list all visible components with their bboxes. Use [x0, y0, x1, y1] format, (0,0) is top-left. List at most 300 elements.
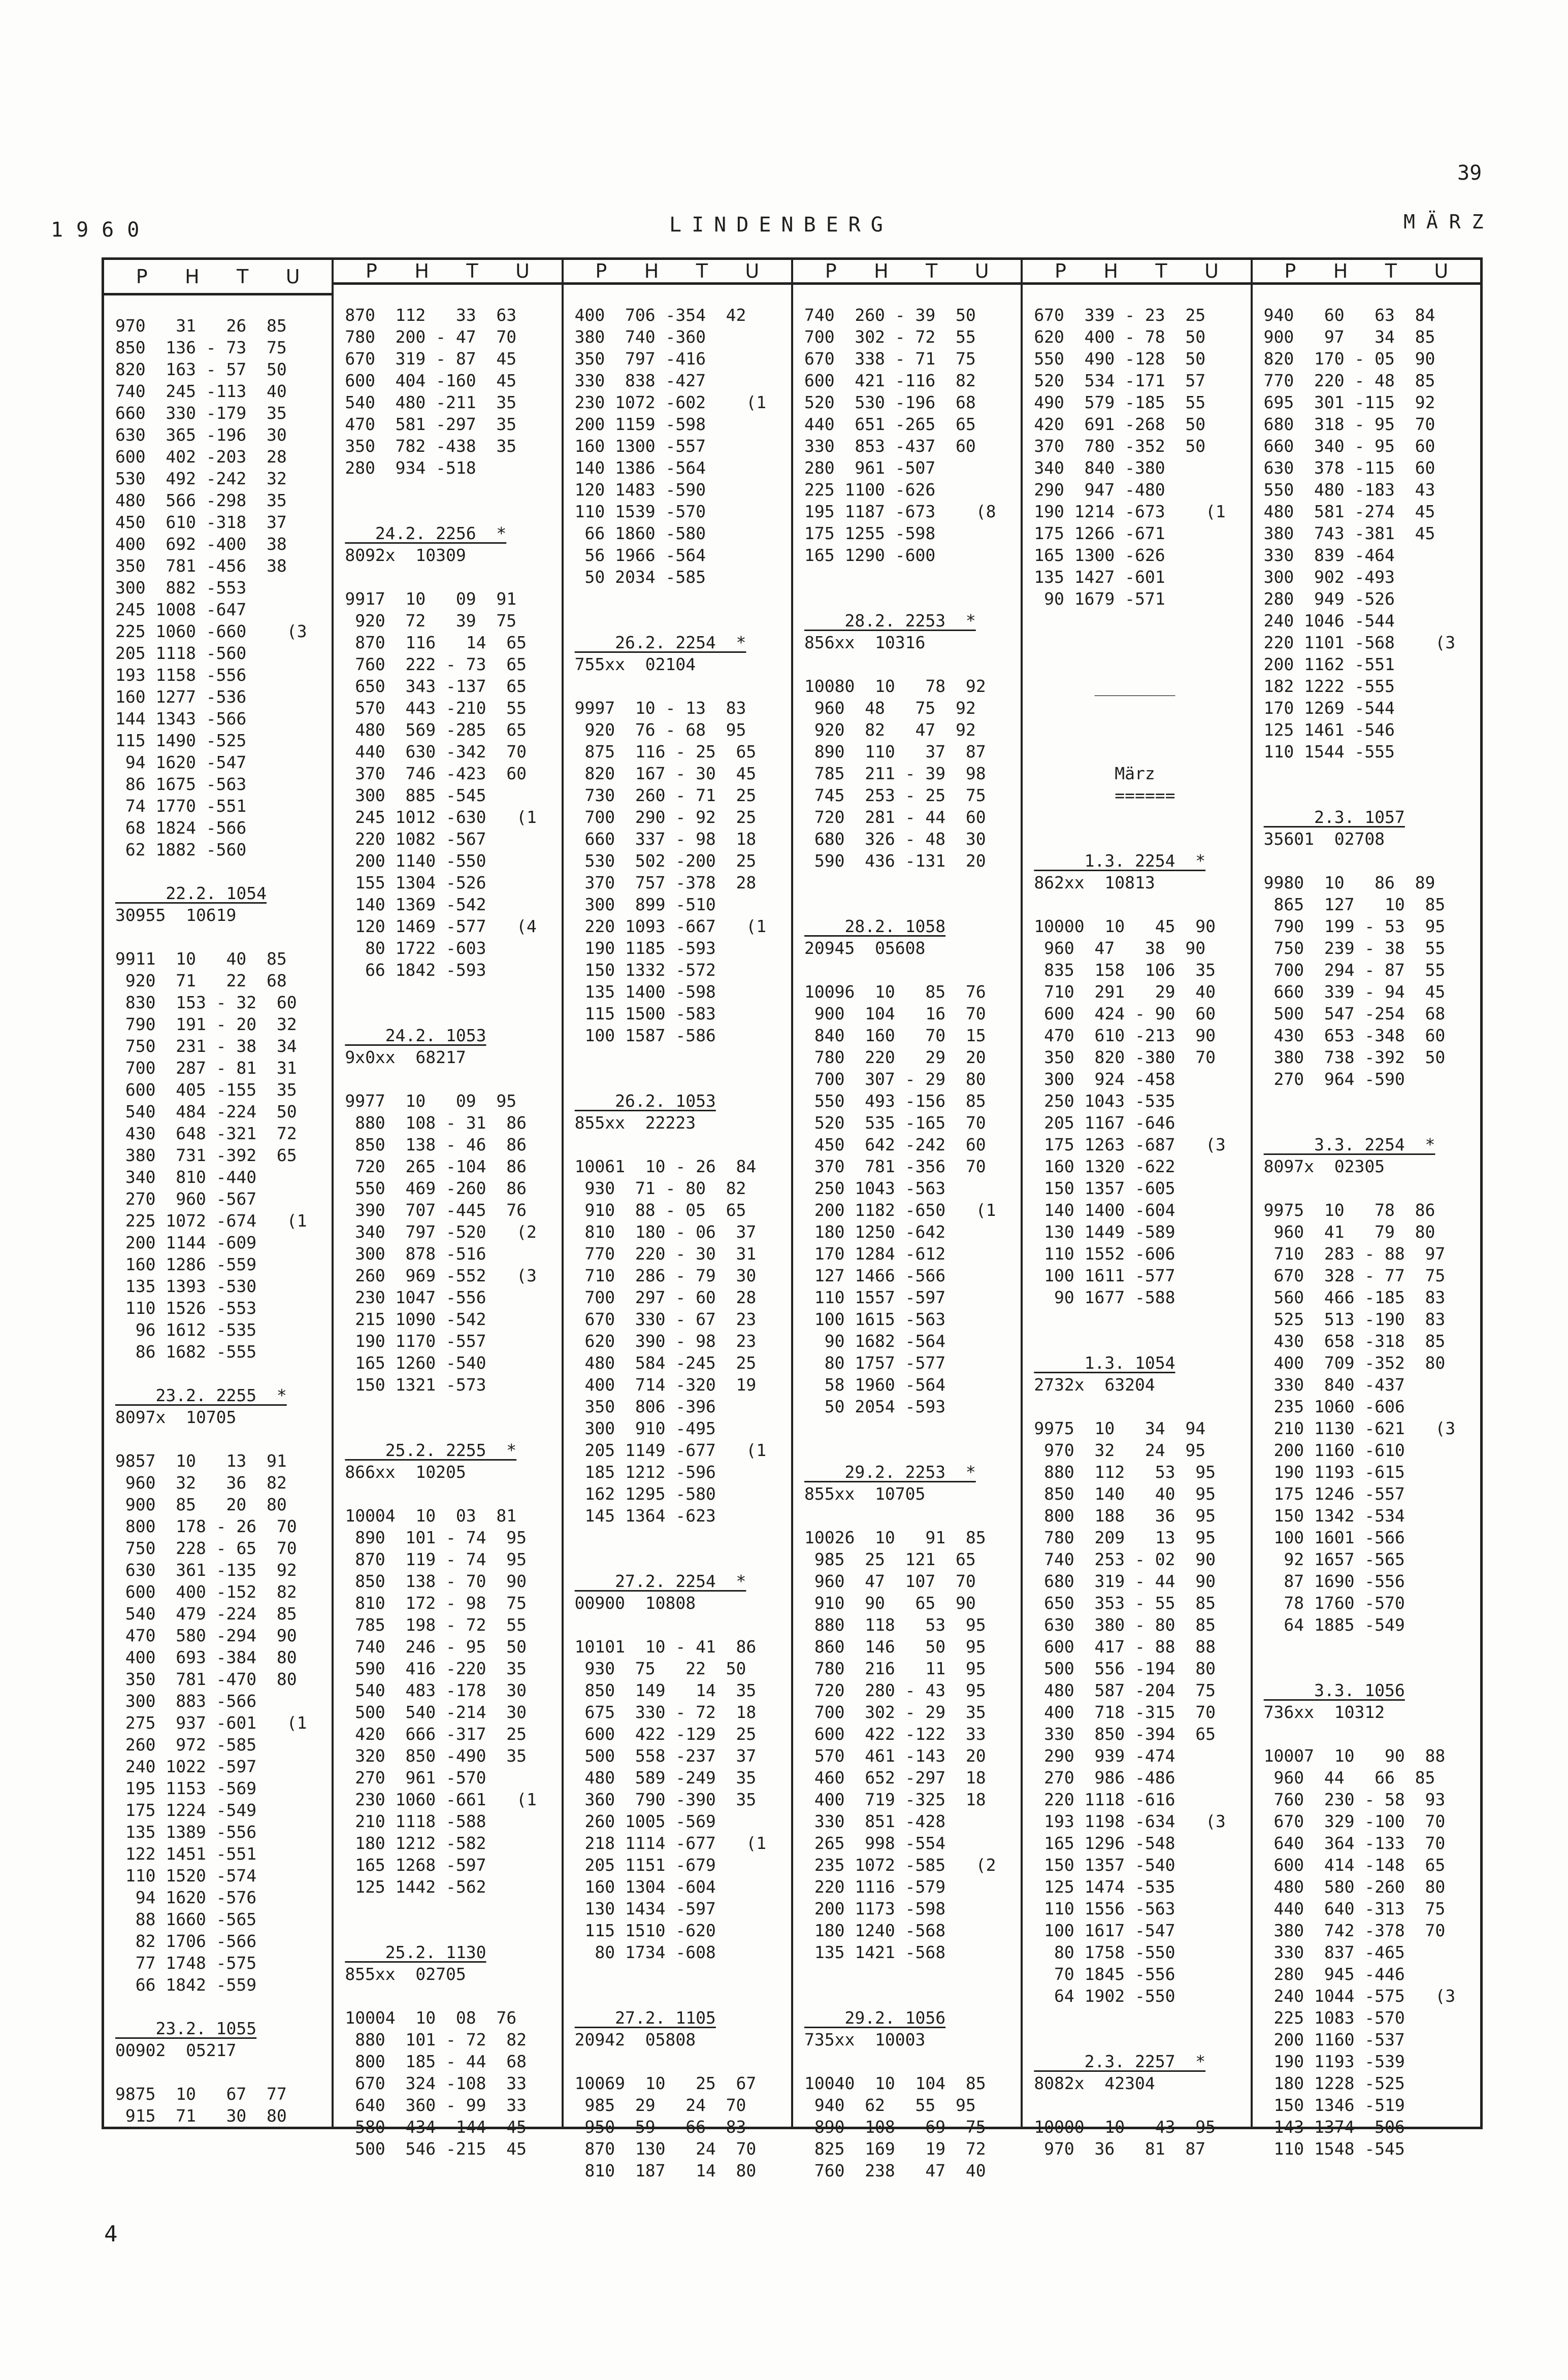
table-row: 96 1612 -535	[115, 1320, 257, 1340]
table-row: 10061 10 - 26 84	[574, 1156, 757, 1176]
table-row: 190 1193 -615	[1263, 1462, 1405, 1482]
table-row: 190 1214 -673 (1	[1034, 502, 1226, 521]
table-row: 145 1364 -623	[574, 1506, 716, 1526]
table-row: 675 330 - 72 18	[574, 1702, 757, 1722]
table-row: 150 1346 -519	[1263, 2095, 1405, 2115]
table-row: 600 424 - 90 60	[1034, 1004, 1216, 1023]
table-row: 430 648 -321 72	[115, 1123, 297, 1143]
table-row: 370 780 -352 50	[1034, 436, 1206, 456]
table-row: 135 1427 -601	[1034, 567, 1165, 587]
table-row: 810 180 - 06 37	[574, 1222, 757, 1242]
table-row: 430 658 -318 85	[1263, 1331, 1446, 1351]
table-row: 960 32 36 82	[115, 1473, 287, 1493]
table-row: 125 1474 -535	[1034, 1877, 1175, 1897]
table-row: 250 1043 -563	[804, 1178, 946, 1198]
table-row: 90 1682 -564	[804, 1331, 946, 1351]
table-row: 695 301 -115 92	[1263, 392, 1435, 412]
sounding-heading: 25.2. 2255 *	[345, 1440, 517, 1460]
table-row: 590 416 -220 35	[345, 1659, 527, 1678]
table-row: 760 230 - 58 93	[1263, 1790, 1446, 1809]
table-row: 660 337 - 98 18	[574, 829, 757, 849]
table-row	[115, 926, 332, 948]
table-row: 985 29 24 70	[574, 2095, 746, 2115]
table-row: 630 365 -196 30	[115, 425, 287, 445]
table-row: 920 72 39 75	[345, 611, 517, 631]
table-row: 680 326 - 48 30	[804, 829, 986, 849]
table-row	[345, 566, 561, 588]
table-row: 820 170 - 05 90	[1263, 349, 1435, 369]
table-row: 820 163 - 57 50	[115, 359, 287, 379]
table-row: 400 718 -315 70	[1034, 1702, 1216, 1722]
table-row	[115, 1428, 332, 1450]
table-row: 530 502 -200 25	[574, 851, 757, 871]
table-row: 20942 05808	[574, 2030, 696, 2050]
table-row: 195 1187 -673 (8	[804, 502, 996, 521]
column-header-label: H	[874, 260, 889, 282]
table-row: 00900 10808	[574, 1593, 696, 1613]
table-row: 240 1044 -575 (3	[1263, 1986, 1456, 2006]
column-body	[1253, 285, 1480, 2160]
sounding-heading: 27.2. 1105	[574, 2008, 716, 2028]
table-row: 170 1284 -612	[804, 1244, 946, 1264]
table-row: 890 108 69 75	[804, 2117, 986, 2137]
table-row: 770 220 - 30 31	[574, 1244, 757, 1264]
table-row: 710 283 - 88 97	[1263, 1244, 1446, 1264]
table-row: 735xx 10003	[804, 2030, 926, 2050]
table-row: 400 706 -354 42	[574, 305, 746, 325]
table-row	[575, 1985, 791, 2007]
table-row	[1034, 1330, 1250, 1352]
table-row	[345, 479, 561, 501]
table-row: 680 318 - 95 70	[1263, 414, 1435, 434]
table-row: 230 1047 -556	[345, 1287, 486, 1307]
table-row: 540 479 -224 85	[115, 1604, 297, 1624]
table-row: 8097x 10705	[115, 1407, 237, 1427]
table-row: 460 652 -297 18	[804, 1768, 986, 1788]
sounding-heading: 1.3. 2254 *	[1034, 851, 1206, 871]
table-row: 920 82 47 92	[804, 720, 976, 740]
table-row: 162 1295 -580	[574, 1484, 716, 1504]
table-row: 64 1902 -550	[1034, 1986, 1175, 2006]
table-row: 785 211 - 39 98	[804, 764, 986, 783]
table-row: 740 260 - 39 50	[804, 305, 976, 325]
table-row: 400 719 -325 18	[804, 1790, 986, 1809]
table-row: 720 265 -104 86	[345, 1156, 527, 1176]
table-row	[1034, 697, 1250, 719]
table-row: 550 493 -156 85	[804, 1091, 986, 1111]
table-row: 540 483 -178 30	[345, 1680, 527, 1700]
table-row: 270 986 -486	[1034, 1768, 1175, 1788]
table-row: 90 1679 -571	[1034, 589, 1165, 609]
table-row: 70 1845 -556	[1034, 1964, 1175, 1984]
table-row: 182 1222 -555	[1263, 676, 1395, 696]
table-row: 300 878 -516	[345, 1244, 486, 1264]
table-row: 500 540 -214 30	[345, 1702, 527, 1722]
table-row	[1034, 2029, 1250, 2051]
table-row: 340 797 -520 (2	[345, 1222, 537, 1242]
table-row: 68 1824 -566	[115, 818, 247, 838]
table-row: 770 220 - 48 85	[1263, 371, 1435, 390]
table-row: 300 924 -458	[1034, 1069, 1175, 1089]
table-row: 200 1144 -609	[115, 1233, 257, 1252]
table-row: ======	[1034, 785, 1175, 805]
table-row: 850 138 - 70 90	[345, 1571, 527, 1591]
table-column	[104, 260, 332, 2127]
table-row: 380 738 -392 50	[1263, 1047, 1446, 1067]
column-header-label: T	[696, 260, 708, 282]
table-row: 400 709 -352 80	[1263, 1353, 1446, 1373]
table-row: 800 178 - 26 70	[115, 1516, 297, 1536]
sounding-heading: 24.2. 2256 *	[345, 523, 507, 543]
table-row: 10026 10 91 85	[804, 1528, 986, 1547]
table-row	[575, 2051, 791, 2072]
table-row: 550 480 -183 43	[1263, 480, 1435, 500]
table-row: 8097x 02305	[1263, 1156, 1385, 1176]
table-row	[1034, 2007, 1250, 2029]
table-row	[575, 1614, 791, 1636]
table-row: 670 324 -108 33	[345, 2073, 527, 2093]
table-row: 00902 05217	[115, 2040, 237, 2060]
column-header-label: U	[974, 260, 989, 282]
table-row	[804, 1985, 1021, 2007]
table-row: 670 328 - 77 75	[1263, 1266, 1446, 1285]
table-row: 245 1012 -630 (1	[345, 807, 537, 827]
table-row: 78 1760 -570	[1263, 1593, 1405, 1613]
table-row: 260 972 -585	[115, 1735, 257, 1755]
table-row: 420 666 -317 25	[345, 1724, 527, 1744]
table-row: 600 400 -152 82	[115, 1582, 297, 1602]
table-row: 550 490 -128 50	[1034, 349, 1206, 369]
table-row	[575, 1963, 791, 1985]
table-row: 10096 10 85 76	[804, 982, 986, 1002]
table-row: 880 118 53 95	[804, 1615, 986, 1635]
table-row: 880 112 53 95	[1034, 1462, 1216, 1482]
page-number: 39	[1457, 161, 1482, 185]
table-row	[575, 675, 791, 697]
table-row	[575, 1134, 791, 1155]
table-row: 910 88 - 05 65	[574, 1200, 746, 1220]
table-row: 840 160 70 15	[804, 1026, 986, 1045]
table-row: 550 469 -260 86	[345, 1178, 527, 1198]
table-row: 370 781 -356 70	[804, 1156, 986, 1176]
table-row: 10004 10 03 81	[345, 1506, 517, 1526]
table-row: 260 1005 -569	[574, 1811, 716, 1831]
table-row: 205 1151 -679	[574, 1855, 716, 1875]
column-body	[793, 285, 1021, 2181]
column-header	[793, 260, 1021, 285]
table-row: 115 1510 -620	[574, 1921, 716, 1940]
column-header-label: H	[1333, 260, 1348, 282]
table-row: 650 343 -137 65	[345, 676, 527, 696]
table-row: 90 1677 -588	[1034, 1287, 1175, 1307]
table-row: 900 85 20 80	[115, 1495, 287, 1514]
table-row: 225 1072 -674 (1	[115, 1211, 307, 1231]
table-row: 670 319 - 87 45	[345, 349, 517, 369]
column-header-label: U	[745, 260, 760, 282]
table-row: 300 899 -510	[574, 895, 716, 914]
table-row: 600 421 -116 82	[804, 371, 976, 390]
column-header-label: U	[1204, 260, 1219, 282]
table-row: 200 1182 -650 (1	[804, 1200, 996, 1220]
table-row: 970 36 81 87	[1034, 2139, 1206, 2159]
table-row: 250 1043 -535	[1034, 1091, 1175, 1111]
table-row: 525 513 -190 83	[1263, 1309, 1446, 1329]
table-row	[1034, 610, 1250, 632]
header-title: LINDENBERG	[669, 213, 893, 237]
table-row: 570 461 -143 20	[804, 1746, 986, 1766]
table-row: 290 947 -480	[1034, 480, 1165, 500]
table-row: 620 390 - 98 23	[574, 1331, 757, 1351]
table-row: 750 239 - 38 55	[1263, 938, 1446, 958]
table-row: 280 949 -526	[1263, 589, 1395, 609]
column-header-label: T	[1385, 260, 1397, 282]
table-row: 300 885 -545	[345, 785, 486, 805]
table-row: 100 1611 -577	[1034, 1266, 1175, 1285]
table-row: 300 910 -495	[574, 1418, 716, 1438]
table-row: 960 47 107 70	[804, 1571, 976, 1591]
table-row: 920 76 - 68 95	[574, 720, 746, 740]
table-row: 62 1882 -560	[115, 840, 247, 860]
table-row: 220 1101 -568 (3	[1263, 633, 1456, 652]
table-row: 77 1748 -575	[115, 1953, 257, 1973]
table-row: 530 492 -242 32	[115, 469, 287, 488]
table-row: 86 1675 -563	[115, 774, 247, 794]
table-row: 930 75 22 50	[574, 1659, 746, 1678]
table-row: 290 939 -474	[1034, 1746, 1175, 1766]
table-row	[345, 1985, 561, 2007]
table-row: 180 1212 -582	[345, 1833, 486, 1853]
table-row: 58 1960 -564	[804, 1375, 946, 1395]
table-row: 144 1343 -566	[115, 709, 247, 729]
table-row: 330 837 -465	[1263, 1942, 1405, 1962]
table-row: 390 707 -445 76	[345, 1200, 527, 1220]
table-row: 100 1617 -547	[1034, 1921, 1175, 1940]
table-row: 700 290 - 92 25	[574, 807, 757, 827]
table-row: 80 1758 -550	[1034, 1942, 1175, 1962]
table-row: 700 287 - 81 31	[115, 1058, 297, 1078]
table-row: 400 714 -320 19	[574, 1375, 757, 1395]
table-row: 856xx 10316	[804, 633, 926, 652]
sounding-heading: 24.2. 1053	[345, 1026, 486, 1045]
table-row: 855xx 10705	[804, 1484, 926, 1504]
table-column	[562, 260, 791, 2180]
table-row: 218 1114 -677 (1	[574, 1833, 767, 1853]
table-row	[804, 959, 1021, 981]
table-row: 810 172 - 98 75	[345, 1593, 527, 1613]
sounding-heading: 29.2. 1056	[804, 2008, 946, 2028]
sounding-heading: 2.3. 1057	[1263, 807, 1405, 827]
table-row	[1264, 763, 1480, 784]
column-header-label: T	[466, 260, 478, 282]
table-row: 520 534 -171 57	[1034, 371, 1206, 390]
table-row: 200 1140 -550	[345, 851, 486, 871]
table-row	[345, 1483, 561, 1505]
sounding-heading: 26.2. 2254 *	[574, 633, 746, 652]
table-row	[575, 588, 791, 610]
table-row: 190 1193 -539	[1263, 2052, 1405, 2071]
table-row: 370 757 -378 28	[574, 873, 757, 892]
table-row: 790 199 - 53 95	[1263, 916, 1446, 936]
table-row: 820 167 - 30 45	[574, 764, 757, 783]
table-row: 140 1386 -564	[574, 458, 706, 478]
table-row: 122 1451 -551	[115, 1844, 257, 1864]
table-row: 210 1130 -621 (3	[1263, 1418, 1456, 1438]
table-row: ________	[1034, 676, 1175, 696]
table-row: 450 642 -242 60	[804, 1135, 986, 1154]
table-row: 330 839 -464	[1263, 545, 1395, 565]
column-header	[1023, 260, 1250, 285]
table-row: 590 436 -131 20	[804, 851, 986, 871]
table-row: 500 558 -237 37	[574, 1746, 757, 1766]
table-row: 110 1520 -574	[115, 1866, 257, 1886]
table-row	[804, 872, 1021, 894]
table-row: 970 32 24 95	[1034, 1440, 1206, 1460]
table-row: 710 291 29 40	[1034, 982, 1216, 1002]
table-row: 490 579 -185 55	[1034, 392, 1206, 412]
table-row: 600 417 - 88 88	[1034, 1637, 1216, 1657]
table-row: 235 1072 -585 (2	[804, 1855, 996, 1875]
table-row: 480 587 -204 75	[1034, 1680, 1216, 1700]
table-row: 30955 10619	[115, 905, 237, 925]
table-row: 736xx 10312	[1263, 1702, 1385, 1722]
table-row: 66 1842 -559	[115, 1975, 257, 1995]
table-row: 100 1615 -563	[804, 1309, 946, 1329]
table-row: 580 434 -144 45	[345, 2117, 527, 2137]
table-row: 74 1770 -551	[115, 796, 247, 816]
table-row: 265 998 -554	[804, 1833, 946, 1853]
table-row: 350 820 -380 70	[1034, 1047, 1216, 1067]
table-row: 160 1300 -557	[574, 436, 706, 456]
table-row: 225 1100 -626	[804, 480, 936, 500]
column-header	[334, 260, 561, 285]
table-row	[804, 894, 1021, 915]
table-row: 960 47 38 90	[1034, 938, 1206, 958]
column-header	[104, 260, 332, 295]
table-row: 850 136 - 73 75	[115, 338, 287, 357]
table-row: 135 1421 -568	[804, 1942, 946, 1962]
column-header	[1253, 260, 1480, 285]
table-row: 810 187 14 80	[574, 2161, 757, 2180]
table-row: 700 307 - 29 80	[804, 1069, 986, 1089]
table-row: 9975 10 78 86	[1263, 1200, 1435, 1220]
table-row: 190 1170 -557	[345, 1331, 486, 1351]
table-row: 850 140 40 95	[1034, 1484, 1216, 1504]
table-row: 200 1173 -598	[804, 1899, 946, 1919]
table-column	[332, 260, 561, 2159]
table-row: 280 961 -507	[804, 458, 936, 478]
table-row	[804, 1417, 1021, 1439]
column-header-label: P	[366, 260, 377, 282]
table-row: 890 110 37 87	[804, 742, 986, 762]
table-row: 470 580 -294 90	[115, 1626, 297, 1645]
table-row: 115 1500 -583	[574, 1004, 716, 1023]
table-row: 780 220 29 20	[804, 1047, 986, 1067]
table-row: 330 851 -428	[804, 1811, 946, 1831]
table-row	[345, 501, 561, 522]
table-row: 260 969 -552 (3	[345, 1266, 537, 1285]
table-row: 200 1160 -537	[1263, 2030, 1405, 2050]
table-row: 270 960 -567	[115, 1189, 257, 1209]
table-row	[345, 1396, 561, 1417]
table-row: 110 1556 -563	[1034, 1899, 1175, 1919]
table-row: 855xx 22223	[574, 1113, 696, 1133]
table-column	[791, 260, 1021, 2180]
table-row: 862xx 10813	[1034, 873, 1155, 892]
table-row: 750 228 - 65 70	[115, 1538, 297, 1558]
table-row: 80 1734 -608	[574, 1942, 716, 1962]
table-row: 500 547 -254 68	[1263, 1004, 1446, 1023]
table-row: 600 422 -122 33	[804, 1724, 986, 1744]
table-row	[804, 1439, 1021, 1461]
table-row: 800 185 - 44 68	[345, 2052, 527, 2071]
table-row: 130 1434 -597	[574, 1899, 716, 1919]
table-row: 9975 10 34 94	[1034, 1418, 1206, 1438]
column-header-label: H	[1103, 260, 1118, 282]
table-row: 94 1620 -576	[115, 1888, 257, 1907]
table-row: 760 222 - 73 65	[345, 654, 527, 674]
table-row: 20945 05608	[804, 938, 926, 958]
table-row: 245 1008 -647	[115, 600, 247, 619]
table-row: 205 1167 -646	[1034, 1113, 1175, 1133]
table-row: 870 112 33 63	[345, 305, 517, 325]
table-row	[804, 1505, 1021, 1527]
table-row: 165 1290 -600	[804, 545, 936, 565]
table-row	[575, 1068, 791, 1090]
table-row: 350 806 -396	[574, 1397, 716, 1416]
table-row: 125 1442 -562	[345, 1877, 486, 1897]
table-row: 970 31 26 85	[115, 316, 287, 336]
table-row: 200 1159 -598	[574, 414, 706, 434]
table-row	[804, 2051, 1021, 2072]
table-row	[1264, 1112, 1480, 1134]
table-row: 300 882 -553	[115, 578, 247, 598]
table-row: 330 840 -437	[1263, 1375, 1405, 1395]
table-row: 440 630 -342 70	[345, 742, 527, 762]
table-row: 64 1885 -549	[1263, 1615, 1405, 1635]
table-row: 175 1266 -671	[1034, 523, 1165, 543]
sounding-heading: 3.3. 2254 *	[1263, 1135, 1435, 1154]
table-row: 160 1320 -622	[1034, 1156, 1175, 1176]
table-row: 280 945 -446	[1263, 1964, 1405, 1984]
table-row: 500 556 -194 80	[1034, 1659, 1216, 1678]
table-row	[575, 610, 791, 632]
table-row: 520 535 -165 70	[804, 1113, 986, 1133]
table-row: 960 41 79 80	[1263, 1222, 1435, 1242]
table-row: 480 566 -298 35	[115, 490, 287, 510]
table-row: 830 153 - 32 60	[115, 993, 297, 1012]
table-column	[1021, 260, 1250, 2159]
table-row: 985 25 121 65	[804, 1549, 976, 1569]
table-row: 140 1400 -604	[1034, 1200, 1175, 1220]
table-row: 80 1757 -577	[804, 1353, 946, 1373]
table-row: 200 1160 -610	[1263, 1440, 1405, 1460]
table-row: 120 1469 -577 (4	[345, 916, 537, 936]
table-row: 9977 10 09 95	[345, 1091, 517, 1111]
table-row	[115, 1363, 332, 1384]
table-row: 730 260 - 71 25	[574, 785, 757, 805]
table-row: 135 1389 -556	[115, 1822, 257, 1842]
table-row	[1034, 632, 1250, 653]
table-row	[1034, 741, 1250, 763]
table-row: 140 1369 -542	[345, 895, 486, 914]
sounding-heading: 28.2. 2253 *	[804, 611, 976, 631]
table-row: 500 546 -215 45	[345, 2139, 527, 2159]
table-row: 10101 10 - 41 86	[574, 1637, 757, 1657]
table-row: 780 216 11 95	[804, 1659, 986, 1678]
table-row: 110 1557 -597	[804, 1287, 946, 1307]
table-row: 890 101 - 74 95	[345, 1528, 527, 1547]
table-row: 400 692 -400 38	[115, 534, 287, 554]
